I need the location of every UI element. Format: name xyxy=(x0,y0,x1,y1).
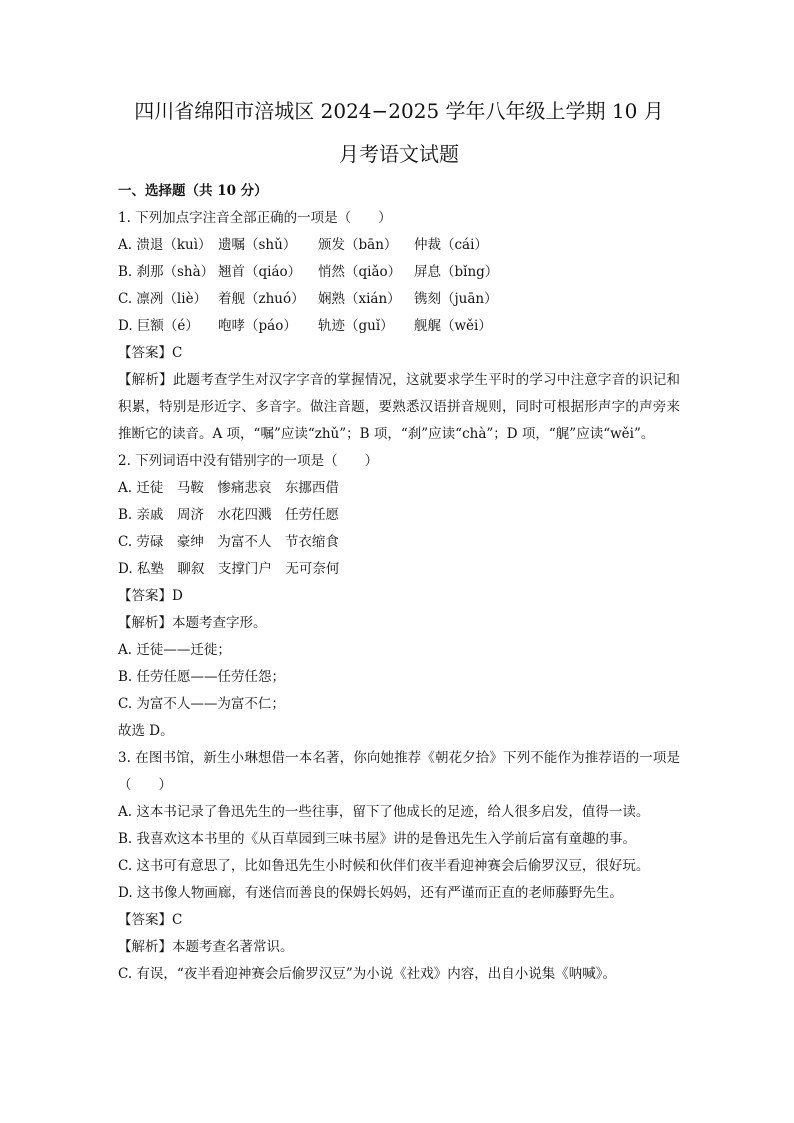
option-word: 悄然（qiǎo） xyxy=(318,264,402,280)
option-word: 着舰（zhuó） xyxy=(218,291,305,307)
option-word: 遗嘱（shǔ） xyxy=(218,237,297,253)
question-3-option-d: D. 这书像人物画廊，有迷信而善良的保姆长妈妈，还有严谨而正直的老师藤野先生。 xyxy=(118,885,623,901)
question-2-option-a: A. 迁徒 马鞍 惨痛悲哀 东挪西借 xyxy=(118,480,339,496)
option-word: 镌刻（juān） xyxy=(414,291,498,307)
question-2-point-b: B. 任劳任愿——任劳任怨； xyxy=(118,669,286,685)
question-2-conclusion: 故选 D。 xyxy=(118,723,174,739)
section-heading: 一、选择题（共 10 分） xyxy=(118,183,268,199)
option-word: 仲裁（cái） xyxy=(414,237,488,253)
question-2-stem: 2. 下列词语中没有错别字的一项是（ ） xyxy=(118,453,379,469)
option-word: 舰艉（wěi） xyxy=(414,318,492,334)
question-1-option-c xyxy=(118,286,680,313)
question-1-analysis: 【解析】此题考查学生对汉字字音的掌握情况，这就要求学生平时的学习中注意字音的识记和积累，特别是形近字、多音字。做注音题，要熟悉汉语拼音规则，同时可根据形声字的声旁来推断它的读音。A 项，“嘱”应读“zhǔ”；B 项，“刹”应读“chà”；D 项，“艉”应读“wěi”。 xyxy=(118,372,680,442)
question-1-option-d xyxy=(118,313,680,340)
option-word: C. 凛冽（liè） xyxy=(118,291,208,307)
question-1-option-b xyxy=(118,259,680,286)
question-1-option-a xyxy=(118,232,680,259)
question-3-option-a: A. 这本书记录了鲁迅先生的一些往事，留下了他成长的足迹，给人很多启发，值得一读。 xyxy=(118,804,650,820)
option-word: A. 溃退（kuì） xyxy=(118,237,212,253)
option-word: D. 巨额（é） xyxy=(118,318,199,334)
question-2-point-c: C. 为富不人——为富不仁； xyxy=(118,696,285,712)
question-3-analysis: 【解析】本题考查名著常识。 xyxy=(118,939,294,955)
question-2-option-b: B. 亲戚 周济 水花四溅 任劳任愿 xyxy=(118,507,340,523)
document-body xyxy=(118,178,680,988)
question-2-answer: 【答案】D xyxy=(118,588,183,604)
question-3-answer: 【答案】C xyxy=(118,912,183,928)
question-3-stem: 3. 在图书馆，新生小琳想借一本名著，你向她推荐《朝花夕拾》下列不能作为推荐语的一项是（ ） xyxy=(118,750,680,793)
question-2-analysis: 【解析】本题考查字形。 xyxy=(118,615,267,631)
option-word: 屏息（bǐng） xyxy=(414,264,499,280)
question-3-option-b: B. 我喜欢这本书里的《从百草园到三味书屋》讲的是鲁迅先生入学前后富有童趣的事。 xyxy=(118,831,637,847)
question-1-answer: 【答案】C xyxy=(118,345,183,361)
option-word: B. 刹那（shà） xyxy=(118,264,215,280)
option-word: 咆哮（páo） xyxy=(218,318,297,334)
question-1-stem: 1. 下列加点字注音全部正确的一项是（ ） xyxy=(118,210,392,226)
option-word: 颁发（bān） xyxy=(318,237,398,253)
question-3-point-c: C. 有误，“夜半看迎神赛会后偷罗汉豆”为小说《社戏》内容，出自小说集《呐喊》。 xyxy=(118,966,616,982)
question-2-option-d: D. 私塾 聊叙 支撑门户 无可奈何 xyxy=(118,561,340,577)
title-line-1: 四川省绵阳市涪城区 2024−2025 学年八年级上学期 10 月 xyxy=(134,99,664,123)
question-3-option-c: C. 这书可有意思了，比如鲁迅先生小时候和伙伴们夜半看迎神赛会后偷罗汉豆，很好玩。 xyxy=(118,858,650,874)
option-word: 翘首（qiáo） xyxy=(218,264,302,280)
option-word: 娴熟（xián） xyxy=(318,291,401,307)
question-2-point-a: A. 迁徒——迁徙； xyxy=(118,642,231,658)
question-2-option-c: C. 劳碌 豪绅 为富不人 节衣缩食 xyxy=(118,534,339,550)
option-word: 轨迹（guǐ） xyxy=(318,318,394,334)
title-line-2: 月考语文试题 xyxy=(339,142,459,166)
